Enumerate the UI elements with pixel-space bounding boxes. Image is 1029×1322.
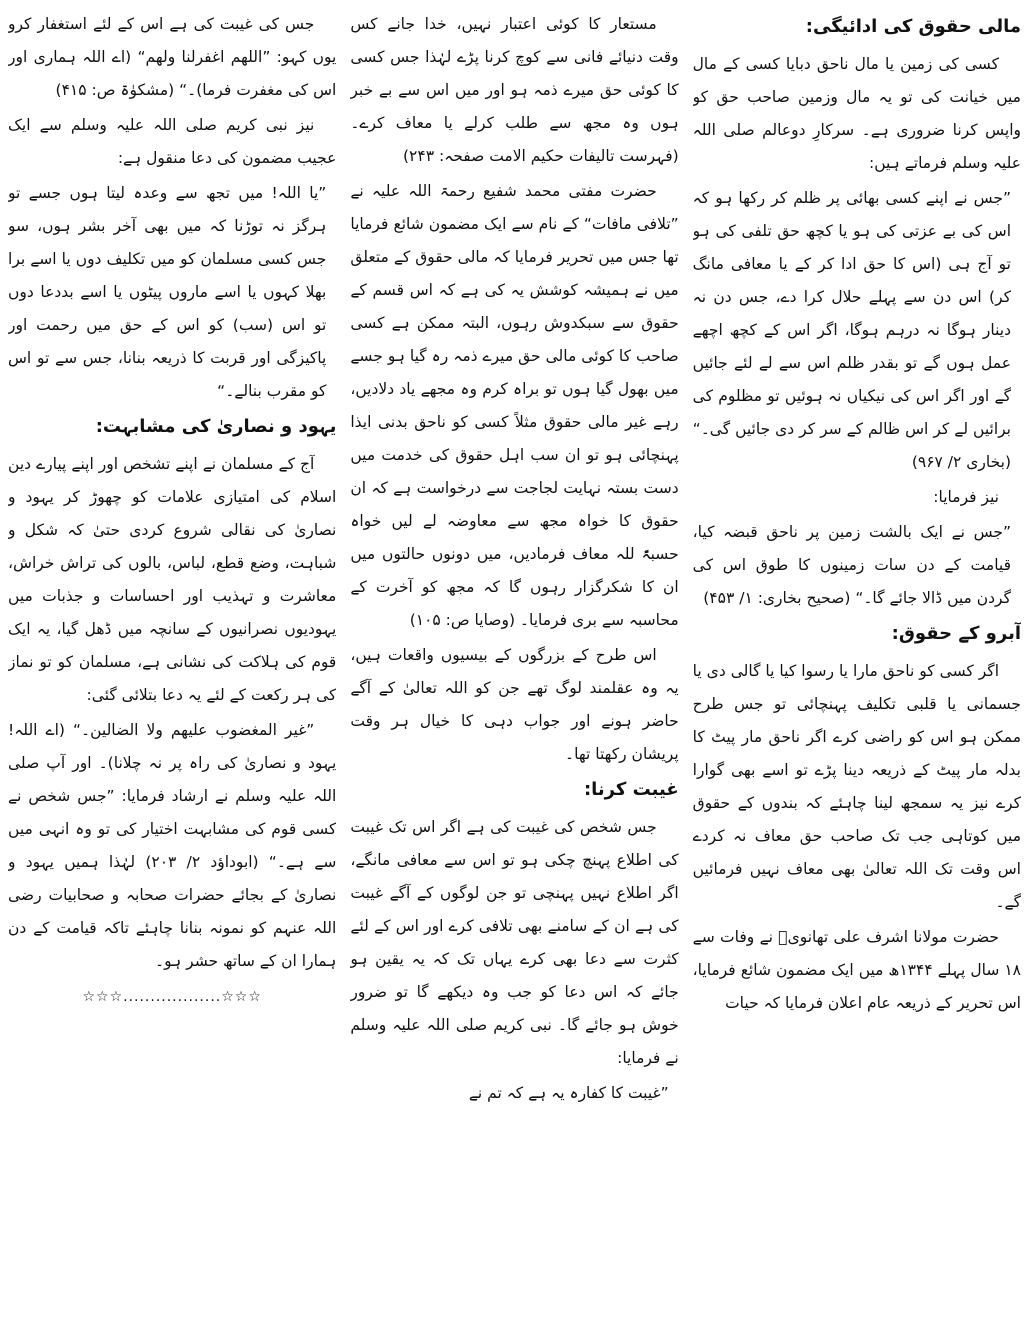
column-right	[693, 8, 1021, 1318]
section-heading: یہود و نصاریٰ کی مشابہت:	[95, 416, 337, 437]
paragraph: اس طرح کے بزرگوں کے بیسیوں واقعات ہیں، یہ وہ عقلمند لوگ تھے جن کو اللہ تعالیٰ کے آگے حاضر ہونے اور جواب دہی کا خیال ہر وقت پریشان رکھتا تھا۔	[350, 646, 679, 763]
paragraph: آج کے مسلمان نے اپنے تشخص اور اپنے پیارے دین اسلام کی امتیازی علامات کو چھوڑ کر یہود و نصاریٰ کی نقالی شروع کردی حتیٰ کہ شکل و شباہت، وضع قطع، لباس، بالوں کی تراش خراش، معاشرت و تہذیب اور احساسات و جذبات میں یہودیوں نصرانیوں کے سانچہ میں ڈھل گیا، یہ ایک قوم کی ہلاکت کی نشانی ہے، مسلمان کو تو نماز کی ہر رکعت کے لئے یہ دعا بتلائی گئی:	[8, 455, 337, 704]
paragraph: نیز نبی کریم صلی اللہ علیہ وسلم سے ایک عجیب مضمون کی دعا منقول ہے:	[8, 116, 337, 167]
paragraph: نیز فرمایا:	[933, 488, 999, 506]
column-middle	[350, 8, 678, 1318]
paragraph: حضرت مفتی محمد شفیع رحمۃ اللہ علیہ نے ”تلافی مافات“ کے نام سے ایک مضمون شائع فرمایا تھا جس میں تحریر فرمایا کہ مالی حقوق کے متعلق میں نے ہمیشہ کوشش یہ کی ہے کہ اس قسم کے حقوق سے سبکدوش رہوں، البتہ ممکن ہے کسی صاحب کا کوئی مالی حق میرے ذمہ رہ گیا ہو جسے میں بھول گیا ہوں تو براہ کرم وہ مجھے یاد دلادیں، رہے غیر مالی حقوق مثلاً کسی کو ناحق بدنی ایذا پہنچائی ہو تو ان سب اہل حقوق کی خدمت میں دست بستہ نہایت لجاجت سے درخواست ہے کہ ان حقوق کا خواہ مجھ سے معاوضہ لے لیں خواہ حسبۃً للہ معاف فرمادیں، میں دونوں حالتوں میں ان کا شکرگزار رہوں گا کہ مجھ کو آخرت کے محاسبہ سے بری فرمایا۔ (وصایا ص: ۱۰۵)	[350, 182, 679, 629]
paragraph: اگر کسی کو ناحق مارا یا رسوا کیا یا گالی دی یا جسمانی یا قلبی تکلیف پہنچائی تو جس طرح ممکن ہو اس کو راضی کرے اگر ناحق مار پیٹ کا بدلہ مار پیٹ کے ذریعہ دینا پڑے تو اسے بھی گوارا کرے نیز یہ سمجھ لینا چاہئے کہ بندوں کے حقوق میں کوتاہی جب تک صاحب حق معاف نہ کردے اس وقت تک اللہ تعالیٰ بھی معاف نہیں فرمائیں گے۔	[692, 662, 1021, 911]
column-left	[8, 8, 336, 1318]
paragraph: جس کی غیبت کی ہے اس کے لئے استغفار کرو یوں کہو: ”اللھم اغفرلنا ولھم“ (اے اللہ ہماری اور اس کی مغفرت فرما)۔“ (مشکوٰۃ ص: ۴۱۵)	[8, 15, 337, 99]
end-ornament: ☆☆☆..................☆☆☆	[82, 989, 262, 1005]
section-heading: مالی حقوق کی ادائیگی:	[805, 16, 1021, 37]
paragraph: حضرت مولانا اشرف علی تھانویؒ نے وفات سے ۱۸ سال پہلے ۱۳۴۴ھ میں ایک مضمون شائع فرمایا، اس تحریر کے ذریعہ عام اعلان فرمایا کہ حیات	[692, 928, 1021, 1012]
paragraph: مستعار کا کوئی اعتبار نہیں، خدا جانے کس وقت دنیائے فانی سے کوچ کرنا پڑے لہٰذا جس کسی کا کوئی حق میرے ذمہ ہو اور میں اس سے بے خبر ہوں وہ مجھ سے طلب کرلے یا معاف کرے۔ (فہرست تالیفات حکیم الامت صفحہ: ۲۴۳)	[350, 15, 679, 165]
section-heading: غیبت کرنا:	[583, 779, 679, 800]
paragraph: کسی کی زمین یا مال ناحق دبایا کسی کے مال میں خیانت کی تو یہ مال وزمین صاحب حق کو واپس کرنا ضروری ہے۔ سرکارِ دوعالم صلی اللہ علیہ وسلم فرماتے ہیں:	[692, 55, 1021, 172]
paragraph: جس شخص کی غیبت کی ہے اگر اس تک غیبت کی اطلاع پہنچ چکی ہو تو اس سے معافی مانگے، اگر اطلاع نہیں پہنچی تو جن لوگوں کے آگے غیبت کی ہے ان کے سامنے بھی تلافی کرے اور اس کے لئے کثرت سے دعا بھی کرے یہاں تک کہ یہ یقین ہو جائے کہ اس دعا کو جب وہ دیکھے گا تو ضرور خوش ہو جائے گا۔ نبی کریم صلی اللہ علیہ وسلم نے فرمایا:	[350, 818, 679, 1067]
text-columns	[8, 8, 1021, 1318]
paragraph: ”غیر المغضوب علیھم ولا الضالین۔“ (اے اللہ! یہود و نصاریٰ کی راہ پر نہ چلانا)۔ اور آپ صلی اللہ علیہ وسلم نے ارشاد فرمایا: ”جس شخص نے کسی قوم کی مشابہت اختیار کی تو وہ انہی میں سے ہے۔“ (ابوداؤد ۲/ ۲۰۳) لہٰذا ہمیں یہود و نصاریٰ کے بجائے حضرات صحابہ و صحابیات رضی اللہ عنہم کو نمونہ بنانا چاہئے تاکہ قیامت کے دن ہمارا ان کے ساتھ حشر ہو۔	[8, 721, 337, 970]
quoted-text: ”جس نے ایک بالشت زمین پر ناحق قبضہ کیا، قیامت کے دن سات زمینوں کا طوق اس کی گردن میں ڈالا جائے گا۔“ (صحیح بخاری: ۱/ ۴۵۳)	[692, 523, 1011, 607]
quoted-text: ”جس نے اپنے کسی بھائی پر ظلم کر رکھا ہو کہ اس کی بے عزتی کی ہو یا کچھ حق تلفی کی ہو تو آج ہی (اس کا حق ادا کر کے یا معافی مانگ کر) اس دن سے پہلے حلال کرا دے، جس دن نہ دینار ہوگا نہ درہم ہوگا، اگر اس کے کچھ اچھے عمل ہوں گے تو بقدر ظلم اس سے لے لئے جائیں گے اور اگر اس کی نیکیاں نہ ہوئیں تو مظلوم کی برائیں لے کر اس ظالم کے سر کر دی جائیں گی۔“ (بخاری ۲/ ۹۶۷)	[692, 189, 1011, 471]
quoted-text: ”غیبت کا کفارہ یہ ہے کہ تم نے	[468, 1084, 669, 1102]
quoted-text: ”یا اللہ! میں تجھ سے وعدہ لیتا ہوں جسے تو ہرگز نہ توڑنا کہ میں بھی آخر بشر ہوں، سو جس کسی مسلمان کو میں تکلیف دوں یا اسے برا بھلا کہوں یا اسے ماروں پیٹوں یا اسے بددعا دوں تو اس (سب) کو اس کے حق میں رحمت اور پاکیزگی اور قربت کا ذریعہ بنانا، جس سے تو اس کو مقرب بنالے۔“	[8, 184, 327, 400]
section-heading: آبرو کے حقوق:	[891, 623, 1021, 644]
